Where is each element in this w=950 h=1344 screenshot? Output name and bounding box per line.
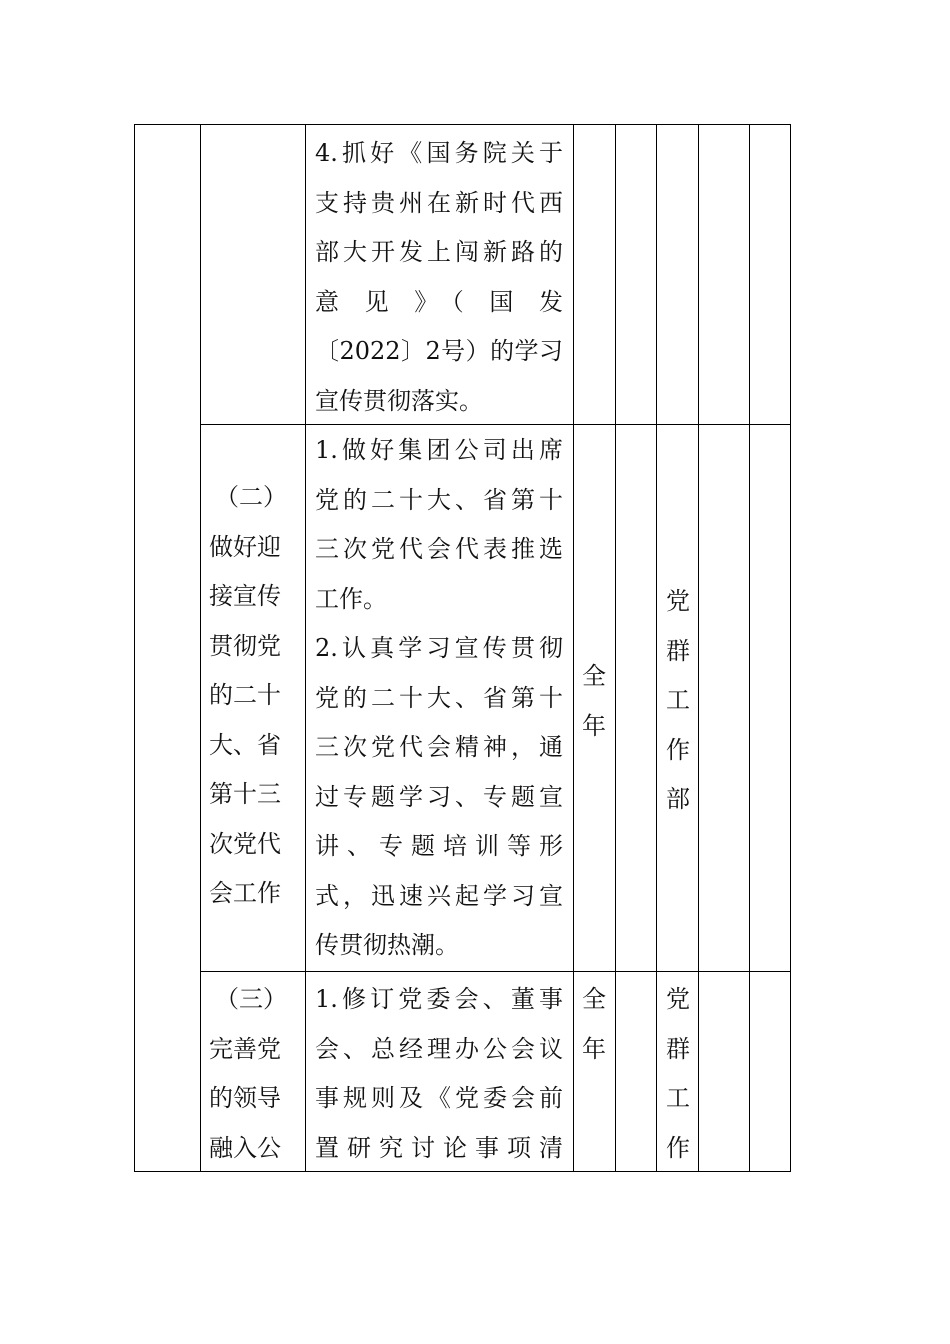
task-content-cell — [315, 975, 563, 1173]
item-line: （三） — [215, 985, 287, 1013]
item-line: 的领导 — [209, 1084, 281, 1112]
content-line: 事规则及《党委会前 — [315, 1084, 563, 1112]
content-line: 支持贵州在新时代西 — [315, 188, 563, 217]
column-divider — [698, 124, 699, 1172]
content-line: 部大开发上闯新路的 — [315, 238, 563, 266]
time-char: 年 — [582, 711, 606, 740]
content-line: 会、总经理办公会议 — [315, 1034, 563, 1063]
column-divider — [305, 124, 306, 1172]
column-divider — [615, 124, 616, 1172]
dept-char: 工 — [666, 686, 690, 714]
content-line: 讲、专题培训等形 — [315, 832, 563, 860]
content-line: 传贯彻热潮。 — [315, 931, 459, 959]
content-line: 宣传贯彻落实。 — [315, 386, 483, 415]
content-line: 党的二十大、省第十 — [315, 485, 563, 514]
time-char: 年 — [582, 1034, 606, 1063]
content-line: 〔2022〕2号）的学习 — [315, 337, 563, 365]
dept-char: 党 — [666, 985, 690, 1013]
dept-char: 群 — [666, 636, 690, 665]
dept-char: 群 — [666, 1034, 690, 1063]
item-line: 接宣传 — [209, 582, 281, 610]
item-line: （二） — [215, 483, 287, 511]
content-line: 2.认真学习宣传贯彻 — [315, 634, 563, 662]
dept-cell — [666, 975, 692, 1173]
row-divider — [200, 971, 791, 972]
dept-char: 作 — [666, 735, 690, 764]
item-line: 贯彻党 — [209, 631, 281, 660]
time-cell — [582, 652, 608, 751]
column-divider — [656, 124, 657, 1172]
task-item-cell — [209, 975, 297, 1173]
item-line: 次党代 — [209, 829, 281, 858]
time-cell — [582, 975, 608, 1074]
content-line: 1.做好集团公司出席 — [315, 436, 563, 464]
time-char: 全 — [582, 985, 606, 1013]
content-line: 4.抓好《国务院关于 — [315, 139, 563, 167]
content-line: 三次党代会精神，通 — [315, 733, 563, 761]
item-line: 第十三 — [209, 780, 281, 808]
content-line: 三次党代会代表推选 — [315, 535, 563, 563]
content-line: 置研究讨论事项清 — [315, 1133, 563, 1162]
item-line: 做好迎 — [209, 532, 281, 561]
dept-char: 作 — [666, 1133, 690, 1162]
dept-char: 工 — [666, 1084, 690, 1112]
column-divider — [573, 124, 574, 1172]
item-line: 的二十 — [209, 681, 281, 709]
column-divider — [749, 124, 750, 1172]
item-line: 完善党 — [209, 1034, 281, 1063]
task-item-cell — [209, 473, 297, 919]
item-line: 会工作 — [209, 879, 281, 907]
time-char: 全 — [582, 662, 606, 690]
task-content-cell — [315, 426, 563, 971]
content-line: 式，迅速兴起学习宣 — [315, 881, 563, 910]
content-line: 党的二十大、省第十 — [315, 683, 563, 712]
column-divider — [200, 124, 201, 1172]
content-line: 意 见 》 （ 国 发 — [315, 287, 563, 316]
item-line: 融入公 — [209, 1133, 281, 1162]
item-line: 大、省 — [209, 730, 281, 759]
dept-cell — [666, 577, 692, 825]
dept-char: 党 — [666, 587, 690, 615]
content-line: 过专题学习、专题宣 — [315, 782, 563, 811]
content-line: 工作。 — [315, 584, 387, 613]
task-content-cell — [315, 129, 563, 426]
content-line: 1.修订党委会、董事 — [315, 985, 563, 1013]
dept-char: 部 — [666, 785, 690, 813]
